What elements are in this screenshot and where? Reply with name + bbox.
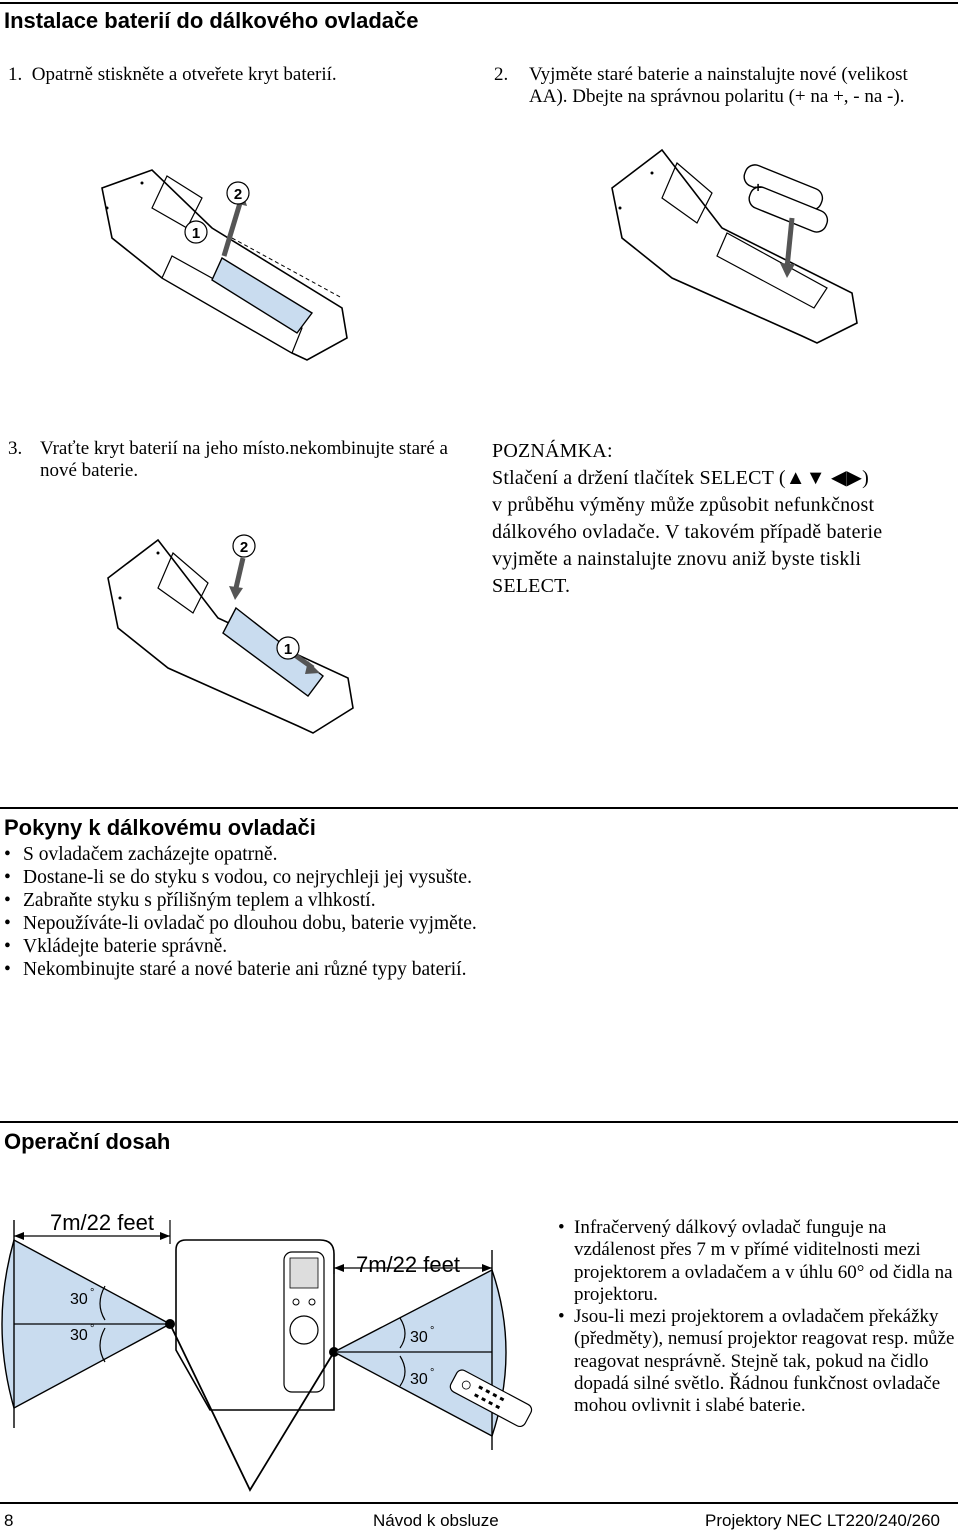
degree-symbol: ° (90, 1287, 95, 1299)
fig1-label-1: 1 (191, 225, 201, 242)
angle-right-top: 30 (410, 1329, 428, 1346)
angle-right-bottom: 30 (410, 1371, 428, 1388)
range-label-left: 7m/22 feet (50, 1210, 154, 1235)
note-line: v průběhu výměny může způsobit nefunkčnost (492, 494, 875, 516)
note-line: Stlačení a držení tlačítek SELECT (▲▼ ◀▶) (492, 467, 869, 489)
step-2-text: Vyjměte staré baterie a nainstalujte nové (velikost AA). Dbejte na správnou polaritu (+ na +, - na -). (529, 64, 908, 107)
degree-symbol: ° (430, 1367, 435, 1379)
list-item: • S ovladačem zacházejte opatrně. (4, 844, 278, 865)
remote-open-cover-figure (92, 168, 352, 368)
step-2-number: 2. (494, 64, 509, 85)
step-3-text: Vraťte kryt baterií na jeho místo.nekombinujte staré a nové baterie. (40, 438, 448, 481)
step-1-text: 1. Opatrně stiskněte a otveřete kryt baterií. (8, 64, 337, 85)
note-heading: POZNÁMKA (492, 440, 607, 462)
degree-symbol: ° (430, 1325, 435, 1337)
section-title-remote-care: Pokyny k dálkovému ovladači (4, 815, 316, 840)
list-item: • Vkládejte baterie správně. (4, 936, 228, 957)
svg-text:+: + (754, 179, 763, 195)
list-item: • Nepoužíváte-li ovladač po dlouhou dobu, baterie vyjměte. (4, 913, 477, 934)
fig1-label-2: 2 (233, 186, 243, 203)
top-rule (0, 2, 958, 4)
footer-right: Projektory NEC LT220/240/260 (705, 1511, 940, 1530)
note-block (492, 438, 952, 600)
list-item: • Nekombinujte staré a nové baterie ani různé typy baterií. (4, 959, 467, 980)
page-number: 8 (4, 1511, 14, 1530)
footer-center: Návod k obsluze (373, 1511, 499, 1530)
fig3-label-1: 1 (283, 641, 293, 658)
note-line: vyjměte a nainstalujte znovu aniž byste tiskli (492, 548, 862, 570)
section2-rule (0, 807, 958, 809)
operating-range-notes (560, 1217, 960, 1418)
degree-symbol: ° (90, 1323, 95, 1335)
section3-rule (0, 1121, 958, 1123)
list-item: • Jsou-li mezi projektorem a ovladačem překážky (předměty), nemusí projektor reagovat resp. může reagovat nesprávně. Stejně tak, pokud na čidlo dopadá silné světlo. Řádnou funkčnost ovladače mohou ovlivnit i slabé baterie. (558, 1306, 955, 1417)
step-3-number: 3. (8, 438, 23, 459)
footer-rule (0, 1502, 958, 1504)
section-title-operating-range: Operační dosah (4, 1129, 171, 1154)
fig3-label-2: 2 (239, 539, 249, 556)
note-colon: : (606, 440, 613, 462)
section-title-battery-install: Instalace baterií do dálkového ovladače (4, 8, 419, 33)
angle-left-top: 30 (70, 1291, 88, 1308)
operating-range-diagram (0, 1200, 540, 1500)
remote-insert-batteries-figure (602, 148, 862, 348)
list-item: • Dostane-li se do styku s vodou, co nejrychleji jej vysušte. (4, 867, 472, 888)
note-line: dálkového ovladače. V takovém případě baterie (492, 521, 883, 543)
remote-close-cover-figure (98, 528, 358, 738)
remote-care-list (0, 843, 480, 981)
note-line: SELECT. (492, 575, 571, 597)
list-item: • Zabraňte styku s přílišným teplem a vlhkostí. (4, 890, 376, 911)
range-label-right: 7m/22 feet (356, 1252, 460, 1277)
angle-left-bottom: 30 (70, 1327, 88, 1344)
list-item: • Infračervený dálkový ovladač funguje na vzdálenost přes 7 m v přímé viditelnosti mezi projektorem a ovladačem a v úhlu 60° od čidla na projektoru. (558, 1217, 953, 1305)
